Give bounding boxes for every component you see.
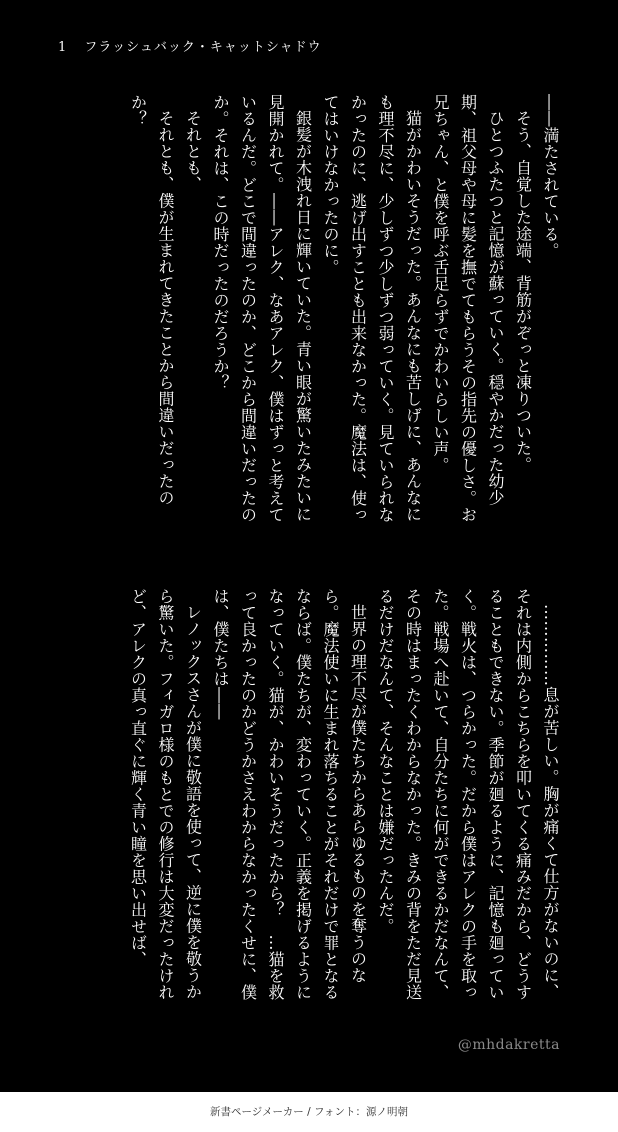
paragraph: ひとつふたつと記憶が蘇っていく。穏やかだった幼少期、祖父母や母に髪を撫でてもらうその指先の優しさ。お兄ちゃん、と僕を呼ぶ舌足らずでかわいらしい声。 (431, 94, 505, 523)
chapter-title: フラッシュバック・キャットシャドウ (84, 40, 322, 55)
paragraph: そう、自覚した途端、背筋がぞっと凍りついた。 (513, 110, 533, 473)
page-header (58, 36, 322, 55)
paragraph: ――満たされている。 (541, 94, 560, 259)
footer-credit: 新書ページメーカー / フォント：源ノ明朝 (0, 1092, 618, 1132)
text-block-bottom (124, 588, 564, 1012)
page-number: 1 (58, 40, 68, 55)
paragraph: レノックスさんが僕に敬語を使って、逆に僕を敬うから驚いた。フィガロ様のもとでの修行は大変だったけれど、アレクの真っ直ぐに輝く青い瞳を思い出せば、 (128, 588, 203, 1001)
author-handle: @mhdakretta (457, 1037, 560, 1053)
paragraph: それとも、僕が生まれてきたことから間違いだったのか？ (128, 94, 175, 506)
text-block-top (124, 94, 564, 526)
paragraph: 猫がかわいそうだった。あんなにも苦しげに、あんなにも理不尽に、少しずつ少しずつ弱っていく。見ていられなかったのに、逃げ出すことも出来なかった。魔法は、使ってはいけなかったのに。 (321, 94, 423, 523)
paragraph: 銀髪が木洩れ日に輝いていた。青い眼が驚いたみたいに見開かれて。――アレク、なあアレク、僕はずっと考えているんだ。どこで間違ったのか、どこから間違いだったのか。それは、この時だったのだろうか？ (211, 94, 313, 523)
paragraph: ……………息が苦しい。胸が痛くて仕方がないのに、それは内側からこちらを叩いてくる痛みだから、どうすることもできない。季節が廻るように、記憶も廻っていく。戦火は、つらかった。だから僕はアレクの手を取った。戦場へ赴いて、自分たちに何ができるかだなんて、その時はまったくわからなかった。きみの背をただ見送るだけだなんて、そんなことは嫌だったんだ。 (376, 588, 560, 1001)
paragraph: 世界の理不尽が僕たちからあらゆるものを奪うのなら。魔法使いに生まれ落ちることがそれだけで罪となるならば。僕たちが、変わっていく。正義を掲げるようになっていく。猫が、かわいそうだったから？ …猫を救って良かったのかどうかさえわからなかったくせに、僕は、僕たちは―― (211, 588, 368, 1001)
paragraph: それとも、 (183, 110, 203, 193)
